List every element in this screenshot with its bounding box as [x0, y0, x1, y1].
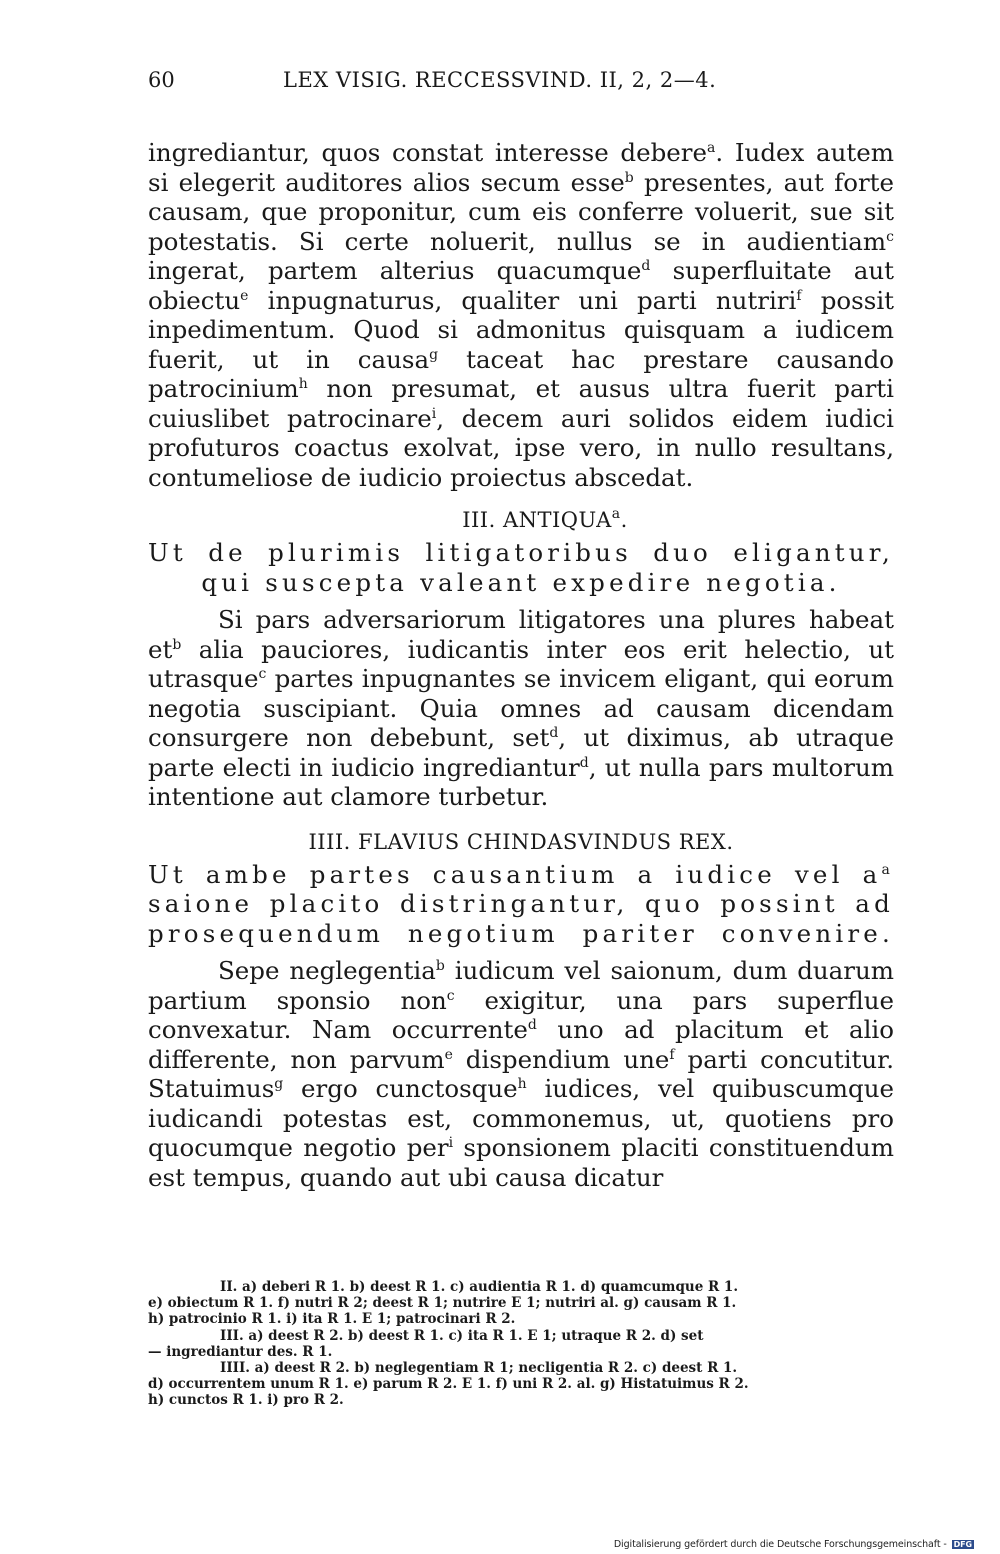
footnote-marker: d: [579, 754, 589, 771]
footnote-marker: a: [707, 140, 716, 156]
footnote-marker: i: [448, 1135, 454, 1151]
credit-text: Digitalisierung gefördert durch die Deutsche Forschungsgemeinschaft -: [613, 1539, 947, 1550]
section3-rubric-line: Ut de plurimis litigatoribus duo eligantur,: [148, 538, 894, 567]
footnotes: [148, 1279, 894, 1409]
running-header: [148, 68, 894, 104]
footnote-marker: c: [886, 228, 894, 245]
footnote-marker: b: [624, 169, 634, 186]
section3-paragraph: Si pars adversariorum litigatores una plures habeat $et^b$ alia pauciores, iudicantis inter eos erit helectio, ut utrasque$^c$ partes inpugnantes se invicem eligant, qui eorum negotia suscipiant. Quia omnes ad causam dicendam consurgere non debebunt, set$^d$, ut diximus, ab utraque parte electi in iudicio ingrediantur$^d$, ut nulla pars multorum intentione aut clamore turbetur.: [148, 605, 894, 811]
footnote-marker: c: [258, 666, 267, 682]
footnote-marker: e: [240, 287, 249, 304]
digitization-credit: [614, 1539, 974, 1550]
footnote-line: IIII. a) deest R 2. b) neglegentiam R 1; necligentia R 2. c) deest R 1.: [220, 1360, 738, 1377]
page-number: 60: [148, 68, 175, 92]
footnote-marker: d: [527, 1017, 537, 1033]
footnote-line: III. a) deest R 2. b) deest R 1. c) ita R 1. E 1; utraque R 2. d) set: [220, 1327, 704, 1344]
section3-rubric-line: qui suscepta valeant expedire negotia.: [201, 567, 841, 597]
footnote-marker: b: [172, 636, 182, 653]
dfg-logo: DFG: [953, 1540, 972, 1549]
running-title: LEX VISIG. RECCESSVIND. II, 2, 2—4.: [283, 68, 717, 92]
footnote-line: — ingrediantur des. R 1.: [148, 1343, 333, 1360]
footnote-marker: h: [298, 376, 308, 392]
footnote-line: II. a) deberi R 1. b) deest R 1. c) audientia R 1. d) quamcumque R 1.: [220, 1279, 739, 1295]
section4-rubric-line: prosequendum negotium pariter convenire.: [148, 918, 894, 948]
footnote-marker: g: [274, 1076, 284, 1092]
section2-paragraph: ingrediantur, quos constat interesse debere$^a$. Iudex autem si elegerit auditores alios secum esse$^b$ presentes, aut forte causam, que proponitur, cum eis conferre voluerit, sue sit potestatis. Si certe noluerit, nullus se in audientiam$^c$ ingerat, partem alterius quacumque$^d$ superfluitate aut obiectu$^e$ inpugnaturus, qualiter uni parti nutriri$^f$ possit inpedimentum. Quod si admonitus quisquam a iudicem fuerit, ut in causa$^g$ taceat hac prestare causando patrocinium$^h$ non presumat, et ausus ultra fuerit parti cuiuslibet patrocinare$^i$, decem auri solidos eidem iudici profuturos coactus exolvat, ipse vero, in nullo resultans, contumeliose de iudicio proiectus abscedat.: [148, 138, 895, 492]
page-body: [148, 68, 894, 1192]
footnote-marker: f: [669, 1046, 675, 1063]
footnote-line: d) occurrentem unum R 1. e) parum R 2. E 1. f) uni R 2. al. g) Histatuimus R 2.: [148, 1376, 749, 1393]
footnote-marker: d: [641, 258, 651, 274]
section4-heading: IIII. FLAVIUS CHINDASVINDUS REX.: [308, 829, 734, 854]
section4-rubric-line: Ut ambe partes causantium a iudice vel $a^a$: [148, 859, 894, 889]
footnote-marker: e: [444, 1046, 453, 1063]
footnote-marker: f: [796, 287, 802, 304]
footnote-line: h) cunctos R 1. i) pro R 2.: [148, 1392, 344, 1409]
section4-rubric-line: saione placito distringantur, quo possint ad: [148, 889, 894, 918]
section4-rubric: [148, 860, 894, 949]
footnote-marker: g: [429, 346, 439, 363]
footnote-marker: a: [611, 506, 621, 522]
footnote-marker: b: [435, 958, 445, 974]
footnote-marker: c: [446, 987, 455, 1004]
section4-paragraph: Sepe neglegentia$^b$ iudicum vel saionum, dum duarum partium sponsio non$^c$ exigitur, una pars superflue convexatur. Nam occurrente$^d$ uno ad placitum et alio differente, non parvum$^e$ dispendium une$^f$ parti concutitur. Statuimus$^g$ ergo cunctosque$^h$ iudices, vel quibuscumque iudicandi potestas est, commonemus, ut, quotiens pro quocumque negotio per$^i$ sponsionem placiti constituendum est tempus, quando aut ubi causa dicatur: [148, 956, 894, 1192]
footnote-line: e) obiectum R 1. f) nutri R 2; deest R 1; nutrire E 1; nutriri al. g) causam R 1.: [148, 1295, 737, 1312]
footnote-marker: h: [517, 1076, 527, 1092]
section3-rubric: [148, 538, 894, 597]
footnote-line: h) patrocinio R 1. i) ita R 1. E 1; patrocinari R 2.: [148, 1311, 516, 1328]
footnote-marker: a: [881, 861, 894, 878]
footnote-marker: i: [431, 405, 437, 422]
footnote-marker: d: [549, 725, 559, 741]
section3-heading: III. ANTIQUA$^a$.: [462, 506, 628, 532]
